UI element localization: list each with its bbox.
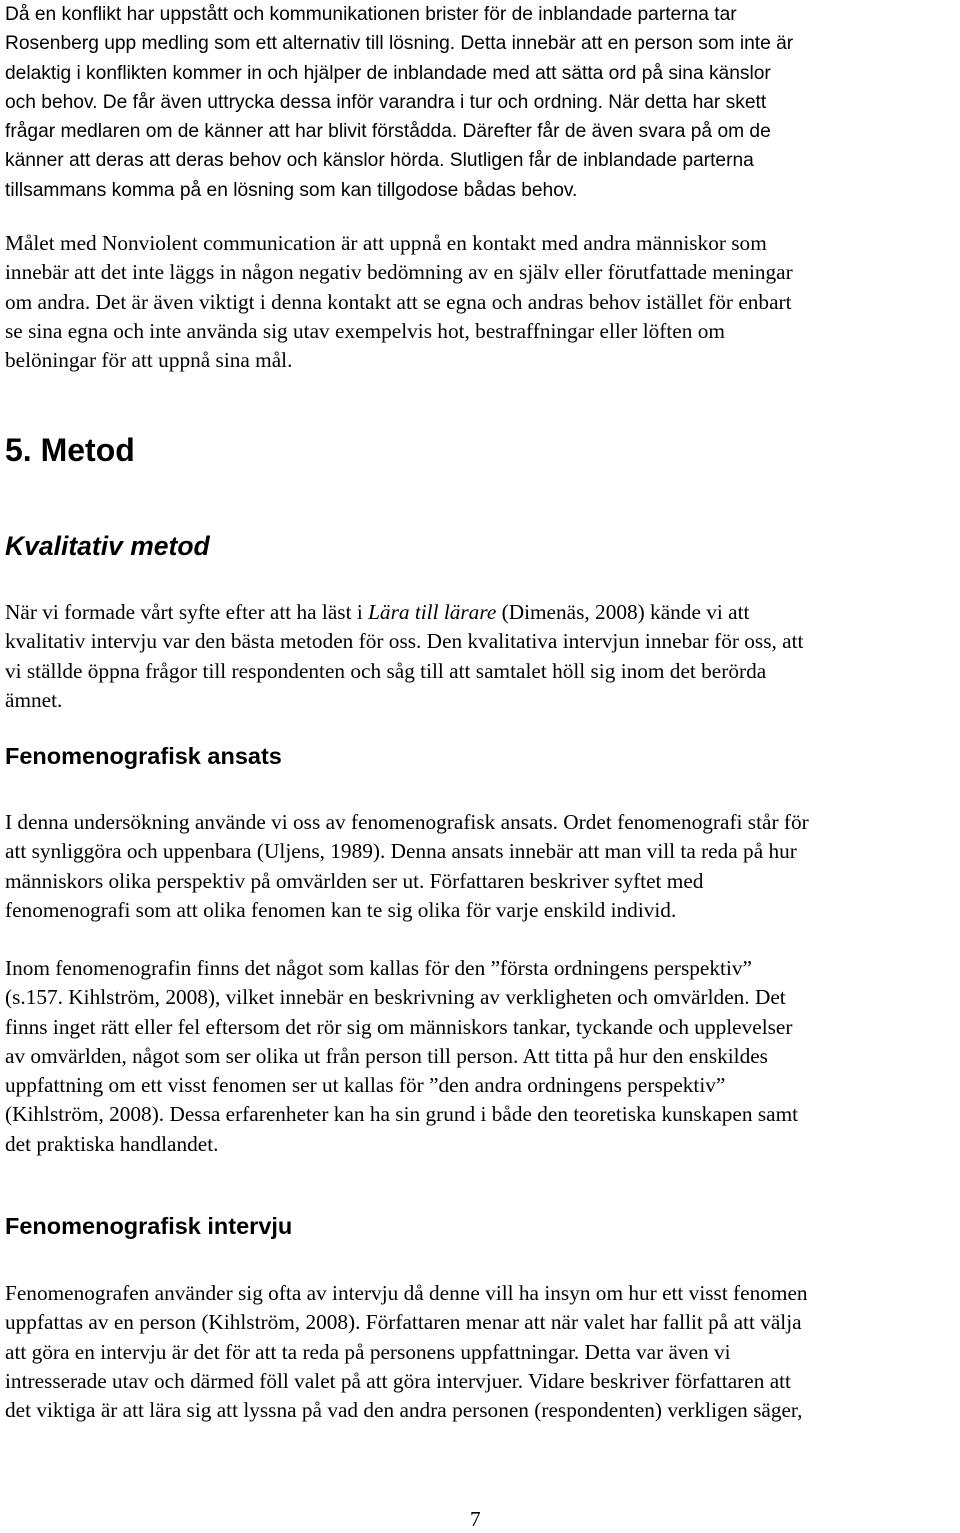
text-line: (s.157. Kihlström, 2008), vilket innebär en beskrivning av verkligheten och omvärlden. Det <box>5 985 786 1010</box>
text-line: uppfattas av en person (Kihlström, 2008). Författaren menar att när valet har fallit på att välja <box>5 1310 802 1335</box>
kvalitativ-paragraph <box>5 598 960 715</box>
text-line: det praktiska handlandet. <box>5 1131 219 1156</box>
text-line: delaktig i konflikten kommer in och hjälper de inblandade med att sätta ord på sina känslor <box>5 62 771 84</box>
text-line: att göra en intervju är det för att ta reda på personens uppfattningar. Detta var även vi <box>5 1339 731 1364</box>
intervju-heading: Fenomenografisk intervju <box>5 1213 293 1239</box>
text-fragment: När vi formade vårt syfte efter att ha läst i <box>5 600 369 624</box>
text-line: det viktiga är att lära sig att lyssna på vad den andra personen (respondenten) verkligen säger, <box>5 1398 803 1423</box>
intervju-paragraph <box>5 1279 960 1425</box>
page-number: 7 <box>470 1507 481 1531</box>
text-line: intresserade utav och därmed föll valet på att göra intervjuer. Vidare beskriver författaren att <box>5 1368 791 1393</box>
text-line: (Kihlström, 2008). Dessa erfarenheter kan ha sin grund i både den teoretiska kunskapen samt <box>5 1102 799 1127</box>
kvalitativ-heading: Kvalitativ metod <box>5 531 210 561</box>
text-line: Inom fenomenografin finns det något som kallas för den ”första ordningens perspektiv” <box>5 956 752 980</box>
text-line: ämnet. <box>5 687 63 712</box>
text-line: Målet med Nonviolent communication är att uppnå en kontakt med andra människor som <box>5 231 767 255</box>
nvc-paragraph <box>5 229 960 375</box>
text-line: frågar medlaren om de känner att har blivit förstådda. Därefter får de även svara på om de <box>5 121 771 143</box>
text-line: och behov. De får även uttrycka dessa inför varandra i tur och ordning. När detta har skett <box>5 91 767 113</box>
text-line: att synliggöra och uppenbara (Uljens, 1989). Denna ansats innebär att man vill ta reda på hur <box>5 839 797 864</box>
intro-paragraph <box>5 0 960 205</box>
ansats-paragraph-1 <box>5 808 960 925</box>
text-line: om andra. Det är även viktigt i denna kontakt att se egna och andras behov istället för enbart <box>5 289 792 314</box>
text-line: I denna undersökning använde vi oss av fenomenografisk ansats. Ordet fenomenografi står för <box>5 810 809 834</box>
text-line: av omvärlden, något som ser olika ut från person till person. Att titta på hur den enskildes <box>5 1043 768 1068</box>
text-line: uppfattning om ett visst fenomen ser ut kallas för ”den andra ordningens perspektiv” <box>5 1073 726 1098</box>
text-line: människors olika perspektiv på omvärlden ser ut. Författaren beskriver syftet med <box>5 868 704 893</box>
text-line: Rosenberg upp medling som ett alternativ till lösning. Detta innebär att en person som inte är <box>5 33 794 55</box>
section-title: 5. Metod <box>5 432 135 468</box>
text-line: Fenomenografen använder sig ofta av intervju då denne vill ha insyn om hur ett visst fenomen <box>5 1281 808 1305</box>
text-fragment: (Dimenäs, 2008) kände vi att <box>496 600 750 624</box>
text-line: se sina egna och inte använda sig utav exempelvis hot, bestraffningar eller löften om <box>5 318 725 343</box>
text-line: finns inget rätt eller fel eftersom det rör sig om människors tankar, tyckande och upplevelser <box>5 1014 793 1039</box>
text-line: belöningar för att uppnå sina mål. <box>5 348 293 373</box>
text-line: vi ställde öppna frågor till respondenten och såg till att samtalet höll sig inom det berörda <box>5 658 767 683</box>
ansats-paragraph-2 <box>5 954 960 1159</box>
text-line: känner att deras att deras behov och känslor hörda. Slutligen får de inblandade parterna <box>5 150 754 172</box>
text-line: Då en konflikt har uppstått och kommunikationen brister för de inblandade parterna tar <box>5 4 737 25</box>
text-line: fenomenografi som att olika fenomen kan te sig olika för varje enskild individ. <box>5 897 677 922</box>
text-line: tillsammans komma på en lösning som kan tillgodose bådas behov. <box>5 179 578 201</box>
text-line: kvalitativ intervju var den bästa metoden för oss. Den kvalitativa intervjun innebar för oss, att <box>5 629 804 654</box>
ansats-heading: Fenomenografisk ansats <box>5 743 282 769</box>
text-line: innebär att det inte läggs in någon negativ bedömning av en själv eller förutfattade meningar <box>5 260 793 285</box>
text-line <box>5 598 960 627</box>
book-title: Lära till lärare <box>368 600 497 624</box>
